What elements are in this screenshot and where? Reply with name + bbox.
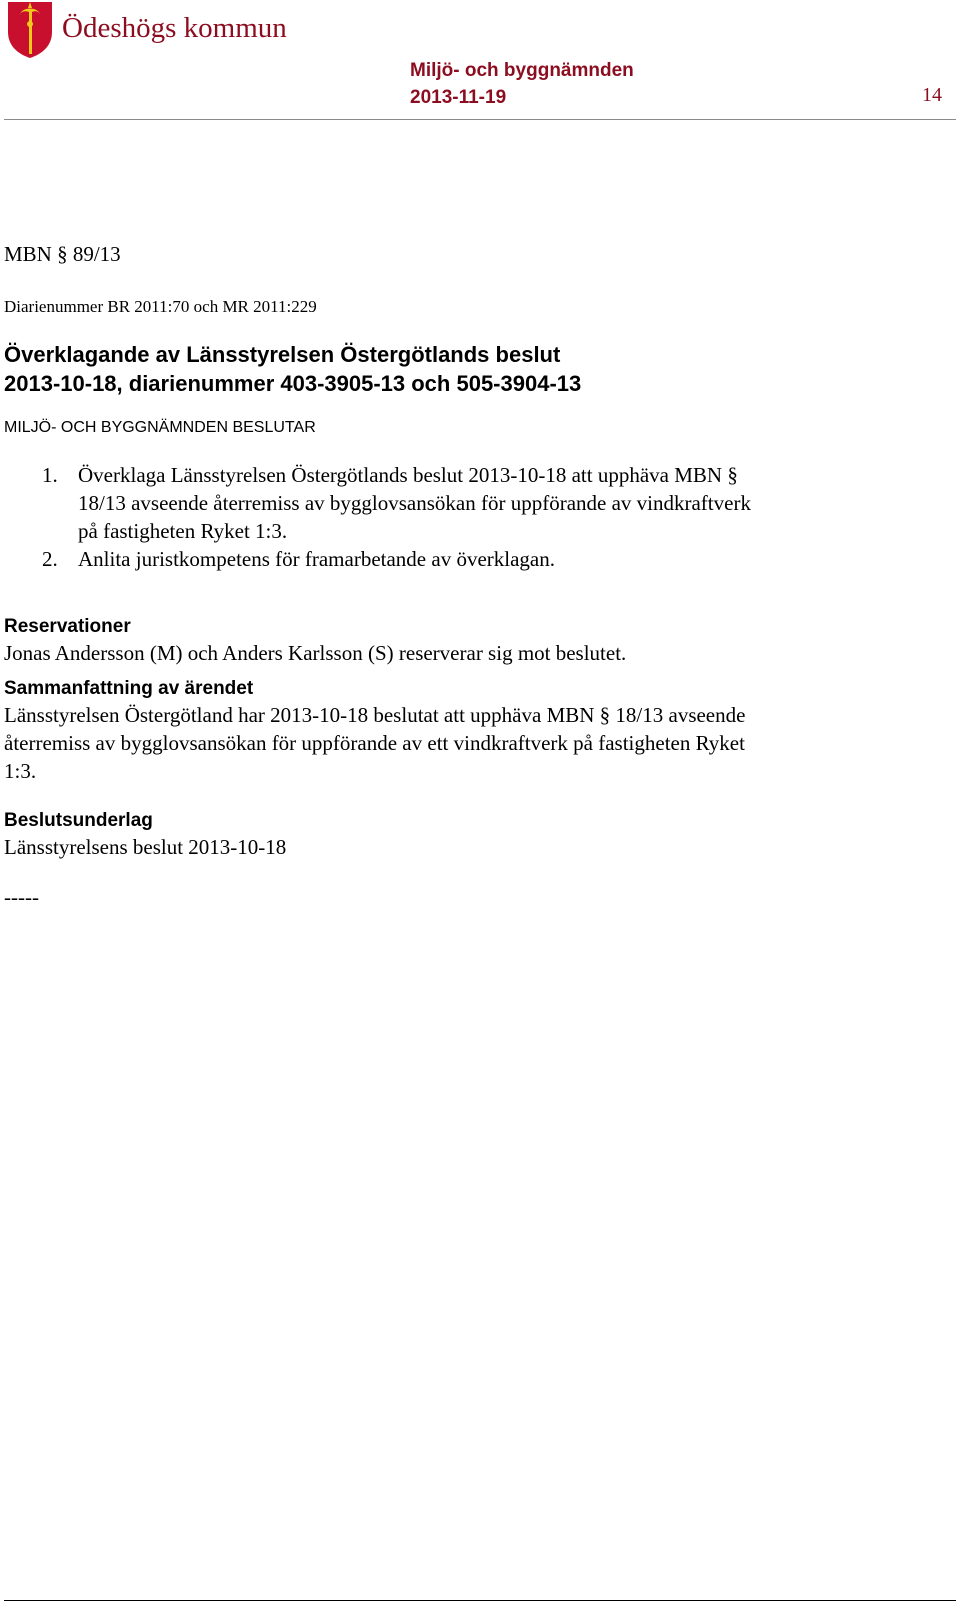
decision-heading: MILJÖ- OCH BYGGNÄMNDEN BESLUTAR: [4, 419, 316, 436]
diarie-number: Diarienummer BR 2011:70 och MR 2011:229: [4, 297, 317, 316]
beslutsunderlag-text: Länsstyrelsens beslut 2013-10-18: [4, 835, 287, 859]
decision-number: 1.: [42, 463, 58, 487]
header-divider: [4, 119, 956, 120]
beslutsunderlag-section: [4, 809, 904, 861]
committee-name: Miljö- och byggnämnden: [410, 60, 634, 81]
reservationer-heading: Reservationer: [4, 616, 131, 637]
organization-name: Ödeshögs kommun: [62, 12, 287, 44]
sammanfattning-heading: Sammanfattning av ärendet: [4, 678, 254, 699]
decision-list: [4, 461, 904, 573]
decision-text: Överklaga Länsstyrelsen Östergötlands beslut 2013-10-18 att upphäva MBN § 18/13 avseende återremiss av bygglovsansökan för uppförande av vindkraftverk på fastigheten Ryket 1:3.: [78, 463, 751, 543]
reservationer-section: [4, 615, 904, 667]
page-number: 14: [922, 84, 942, 106]
footer-divider: [4, 1600, 956, 1601]
title-line-2: 2013-10-18, diarienummer 403-3905-13 och 505-3904-13: [4, 371, 582, 396]
decision-item: [4, 461, 758, 545]
title-line-1: Överklagande av Länsstyrelsen Östergötlands beslut: [4, 342, 561, 367]
meeting-date: 2013-11-19: [410, 87, 507, 108]
coat-of-arms-icon: [6, 0, 54, 60]
paragraph-id: MBN § 89/13: [4, 242, 121, 266]
decision-text: Anlita juristkompetens för framarbetande av överklagan.: [78, 547, 555, 571]
reservationer-text: Jonas Andersson (M) och Anders Karlsson (S) reserverar sig mot beslutet.: [4, 641, 627, 665]
document-title: [4, 340, 904, 398]
end-marker: -----: [4, 885, 39, 909]
decision-item: [4, 545, 758, 573]
sammanfattning-text: Länsstyrelsen Östergötland har 2013-10-18 beslutat att upphäva MBN § 18/13 avseende återremiss av bygglovsansökan för uppförande av ett vindkraftverk på fastigheten Ryket 1:3.: [4, 703, 746, 783]
document-body: [4, 240, 904, 911]
beslutsunderlag-heading: Beslutsunderlag: [4, 810, 153, 831]
decision-number: 2.: [42, 547, 58, 571]
sammanfattning-section: [4, 677, 904, 785]
